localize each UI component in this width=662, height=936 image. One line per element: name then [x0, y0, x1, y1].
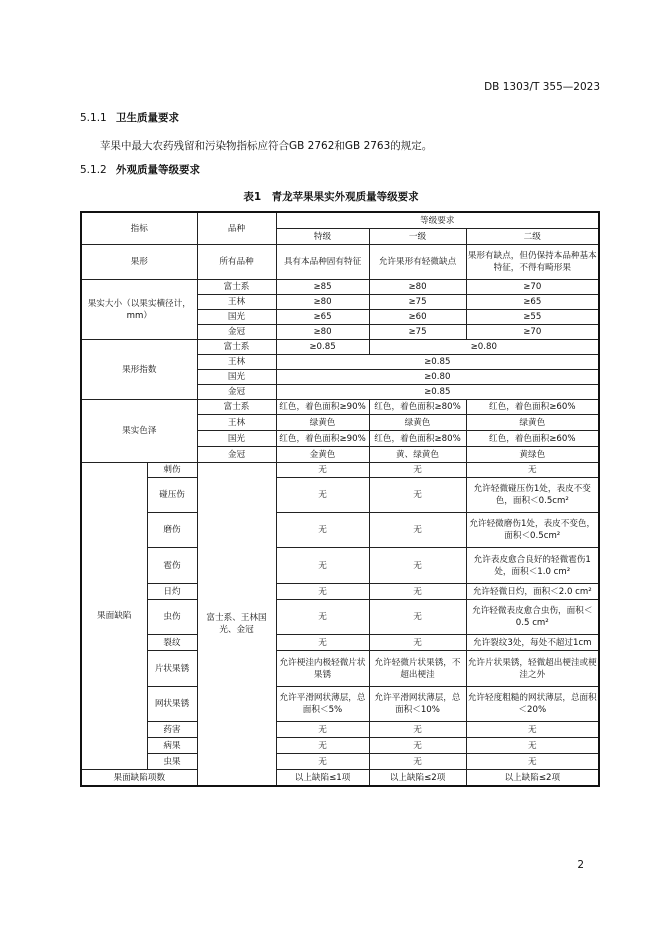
cell-second: ≥70: [466, 325, 599, 340]
cell-first: 无: [369, 548, 466, 584]
cell-second: 允许表皮愈合良好的轻微雹伤1处，面积＜1.0 cm²: [466, 548, 599, 584]
cell-special: 无: [276, 600, 369, 635]
cell-special: 绿黄色: [276, 415, 369, 431]
defect-name: 雹伤: [147, 548, 197, 584]
quality-table: [80, 211, 600, 787]
section-5-1-1: [80, 110, 179, 125]
cell-all-grades: ≥0.85: [276, 385, 599, 400]
defect-name: 药害: [147, 722, 197, 738]
cell-first: 红色，着色面积≥80%: [369, 400, 466, 415]
cell-special: 金黄色: [276, 447, 369, 463]
header-second-grade: 二级: [466, 229, 599, 245]
cell-second: ≥55: [466, 310, 599, 325]
cell-special: ≥80: [276, 325, 369, 340]
cell-variety: 富士系: [197, 340, 276, 355]
cell-second: 红色，着色面积≥60%: [466, 400, 599, 415]
cell-special: ≥80: [276, 295, 369, 310]
cell-special: ≥85: [276, 280, 369, 295]
cell-first: ≥60: [369, 310, 466, 325]
cell-special: 无: [276, 463, 369, 478]
cell-first: 无: [369, 722, 466, 738]
defect-name: 片状果锈: [147, 651, 197, 687]
cell-first: ≥80: [369, 280, 466, 295]
cell-first: 允许平滑网状薄层，总面积＜10%: [369, 687, 466, 722]
cell-first: 无: [369, 513, 466, 548]
table-caption: 表1 青龙苹果果实外观质量等级要求: [243, 191, 419, 203]
cell-first: 无: [369, 754, 466, 770]
row-label-color: 果实色泽: [81, 400, 197, 463]
cell-second: 无: [466, 738, 599, 754]
section-5-1-2: [80, 162, 200, 177]
cell-defect-varieties: 富士系、王林国光、金冠: [197, 463, 276, 787]
defect-name: 碰压伤: [147, 478, 197, 513]
header-indicator: 指标: [81, 212, 197, 245]
cell-special: 以上缺陷≤1项: [276, 770, 369, 787]
header-first-grade: 一级: [369, 229, 466, 245]
cell-special: 无: [276, 754, 369, 770]
section-title: 卫生质量要求: [116, 112, 179, 124]
header-special-grade: 特级: [276, 229, 369, 245]
header-grade-requirement: 等级要求: [276, 212, 599, 229]
cell-special: 红色，着色面积≥90%: [276, 400, 369, 415]
cell-second: 红色，着色面积≥60%: [466, 431, 599, 447]
row-label-defect-count: 果面缺陷项数: [81, 770, 197, 787]
row-label-size: 果实大小（以果实横径计，mm）: [81, 280, 197, 340]
cell-special: 允许梗洼内极轻微片状果锈: [276, 651, 369, 687]
cell-first: 红色，着色面积≥80%: [369, 431, 466, 447]
cell-first: ≥75: [369, 295, 466, 310]
cell-special: 无: [276, 635, 369, 651]
cell-all-grades: ≥0.80: [276, 370, 599, 385]
cell-variety: 富士系: [197, 280, 276, 295]
cell-special: 无: [276, 738, 369, 754]
cell-second: 黄绿色: [466, 447, 599, 463]
defect-name: 网状果锈: [147, 687, 197, 722]
cell-second: 无: [466, 754, 599, 770]
cell-variety: 国光: [197, 431, 276, 447]
cell-variety: 金冠: [197, 385, 276, 400]
cell-variety: 国光: [197, 370, 276, 385]
defect-name: 虫果: [147, 754, 197, 770]
header-variety: 品种: [197, 212, 276, 245]
cell-first: 黄、绿黄色: [369, 447, 466, 463]
paragraph-text: 苹果中最大农药残留和污染物指标应符合GB 2762和GB 2763的规定。: [100, 140, 433, 152]
cell-special: ≥65: [276, 310, 369, 325]
row-label-shape: 果形: [81, 245, 197, 280]
cell-variety: 国光: [197, 310, 276, 325]
cell-second: 允许轻微磨伤1处，表皮不变色，面积＜0.5cm²: [466, 513, 599, 548]
cell-special: 允许平滑网状薄层，总面积＜5%: [276, 687, 369, 722]
cell-special: 无: [276, 548, 369, 584]
cell-second: 允许裂纹3处，每处不超过1cm: [466, 635, 599, 651]
cell-second: 无: [466, 463, 599, 478]
cell-second: 允许轻微日灼，面积＜2.0 cm²: [466, 584, 599, 600]
cell-first: 无: [369, 738, 466, 754]
cell-second: 绿黄色: [466, 415, 599, 431]
row-label-defects: 果面缺陷: [81, 463, 147, 770]
cell-first: 无: [369, 635, 466, 651]
cell-first: ≥75: [369, 325, 466, 340]
cell-first: 绿黄色: [369, 415, 466, 431]
cell-second: 允许片状果锈，轻微超出梗洼或梗洼之外: [466, 651, 599, 687]
row-label-shape-index: 果形指数: [81, 340, 197, 400]
cell-second: 允许轻度粗糙的网状薄层，总面积＜20%: [466, 687, 599, 722]
cell-variety: 所有品种: [197, 245, 276, 280]
cell-special: 无: [276, 584, 369, 600]
defect-name: 刺伤: [147, 463, 197, 478]
cell-first: 允许果形有轻微缺点: [369, 245, 466, 280]
cell-special: 无: [276, 513, 369, 548]
cell-first: 以上缺陷≤2项: [369, 770, 466, 787]
cell-variety: 王林: [197, 295, 276, 310]
cell-second: 无: [466, 722, 599, 738]
section-number: 5.1.2: [80, 164, 107, 176]
cell-first: 无: [369, 584, 466, 600]
cell-special: 具有本品种固有特征: [276, 245, 369, 280]
cell-first: 无: [369, 463, 466, 478]
cell-variety: 金冠: [197, 325, 276, 340]
cell-first: 无: [369, 478, 466, 513]
cell-second: ≥65: [466, 295, 599, 310]
cell-special: 无: [276, 722, 369, 738]
cell-first: 允许轻微片状果锈，不超出梗洼: [369, 651, 466, 687]
cell-special: 红色，着色面积≥90%: [276, 431, 369, 447]
cell-variety: 王林: [197, 355, 276, 370]
section-title: 外观质量等级要求: [116, 164, 200, 176]
cell-variety: 金冠: [197, 447, 276, 463]
cell-second: 允许轻微碰压伤1处，表皮不变色，面积＜0.5cm²: [466, 478, 599, 513]
cell-special: ≥0.85: [276, 340, 369, 355]
cell-first: 无: [369, 600, 466, 635]
page-number: 2: [577, 859, 584, 871]
cell-variety: 王林: [197, 415, 276, 431]
defect-name: 裂纹: [147, 635, 197, 651]
cell-special: 无: [276, 478, 369, 513]
defect-name: 虫伤: [147, 600, 197, 635]
cell-second: 果形有缺点，但仍保持本品种基本特征，不得有畸形果: [466, 245, 599, 280]
cell-variety: 富士系: [197, 400, 276, 415]
document-id: DB 1303/T 355—2023: [484, 81, 600, 93]
cell-first-second: ≥0.80: [369, 340, 599, 355]
defect-name: 磨伤: [147, 513, 197, 548]
cell-second: 以上缺陷≤2项: [466, 770, 599, 787]
section-number: 5.1.1: [80, 112, 107, 124]
defect-name: 病果: [147, 738, 197, 754]
cell-all-grades: ≥0.85: [276, 355, 599, 370]
defect-name: 日灼: [147, 584, 197, 600]
cell-second: 允许轻微表皮愈合虫伤，面积＜0.5 cm²: [466, 600, 599, 635]
cell-second: ≥70: [466, 280, 599, 295]
